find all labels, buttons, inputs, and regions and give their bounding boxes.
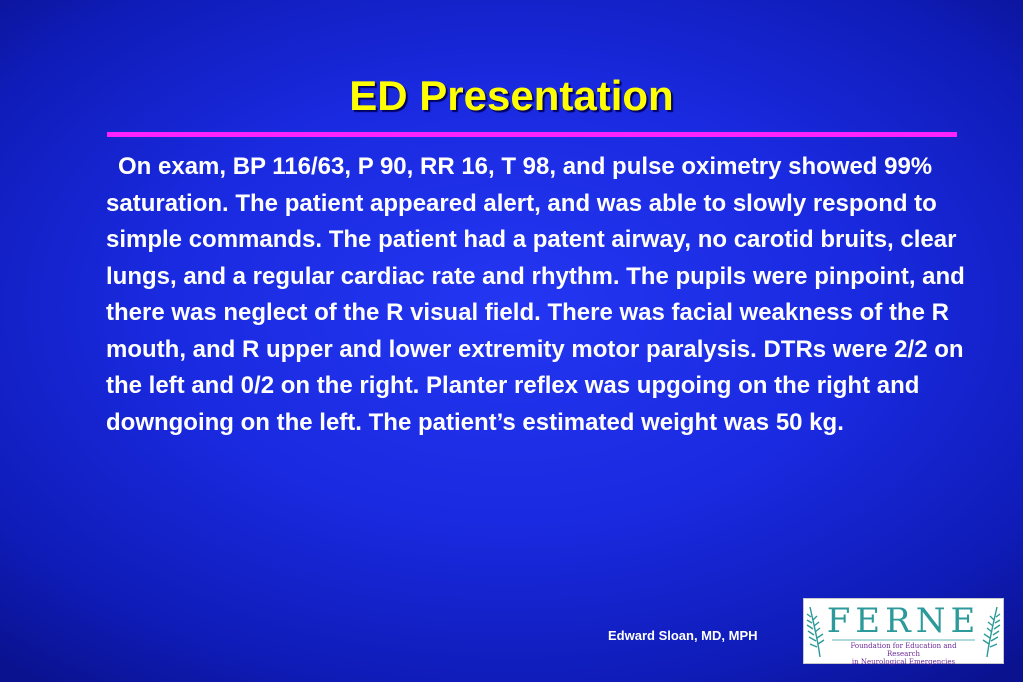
slide-title: ED Presentation [349, 72, 674, 119]
logo-subtitle-line-2: in Neurological Emergencies [851, 658, 956, 666]
logo-subtitle-line-1: Foundation for Education and Research [850, 642, 957, 658]
logo-wordmark: FERNE [826, 601, 981, 641]
title-divider [107, 132, 957, 137]
author-credit: Edward Sloan, MD, MPH [608, 628, 758, 643]
logo-subtitle [838, 642, 969, 666]
slide-body-text: On exam, BP 116/63, P 90, RR 16, T 98, and pulse oximetry showed 99% saturation. The patient appeared alert, and was able to slowly respond to simple commands. The patient had a patent airway, no carotid bruits, clear lungs, and a regular cardiac rate and rhythm. The pupils were pinpoint, and there was neglect of the R visual field. There was facial weakness of the R mouth, and R upper and lower extremity motor paralysis. DTRs were 2/2 on the left and 0/2 on the right. Planter reflex was upgoing on the right and downgoing on the left. The patient’s estimated weight was 50 kg. [106, 153, 965, 436]
ferne-logo [803, 598, 1004, 664]
